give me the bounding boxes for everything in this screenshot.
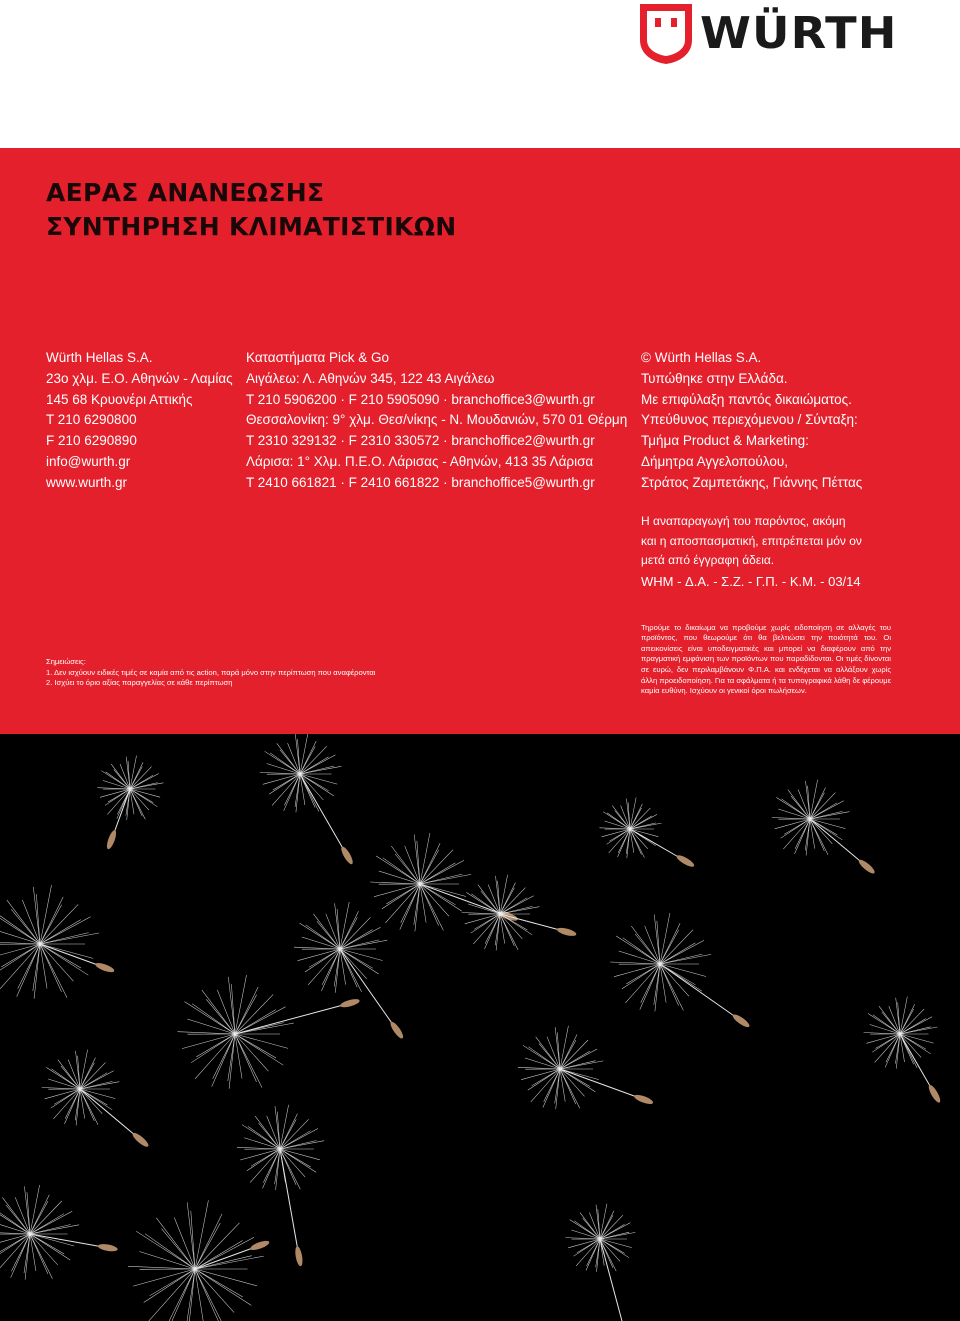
phone-number: T 210 6290800	[46, 412, 137, 428]
dandelion-seed	[610, 913, 751, 1029]
copyright-block	[641, 348, 862, 494]
dandelion-seed	[128, 1200, 270, 1321]
dandelion-seed	[772, 780, 877, 876]
dandelion-seed	[462, 875, 577, 951]
dandelion-seed	[260, 734, 355, 866]
store-contact: T 2310 329132 · F 2310 330572 · branchoffice2@wurth.gr	[246, 433, 595, 449]
title-line: ΣΥΝΤΗΡΗΣΗ ΚΛΙΜΑΤΙΣΤΙΚΩΝ	[46, 212, 457, 241]
store-list	[246, 348, 627, 494]
reproduction-notice	[641, 512, 862, 591]
store-address: Λάρισα: 1° Χλμ. Π.Ε.Ο. Λάρισας - Αθηνών, 413 35 Λάρισα	[246, 453, 594, 469]
wurth-logo	[640, 4, 898, 64]
fax-number: F 210 6290890	[46, 433, 137, 449]
website-address: www.wurth.gr	[46, 474, 128, 490]
legal-disclaimer: Τηρούμε το δικαίωμα να προβούμε χωρίς ειδοποίηση σε αλλαγές του προϊόντος, που θεωρούμε ότι θα βελτιώσει την ποιότητά του. Οι απεικονίσεις είναι υποδειγματικές και μπορεί να διαφέρουν από την πραγματική εμφάνιση των προϊόντων που παραδίδονται. Οι τιμές δίνονται σε ευρώ, δεν περιλαμβάνουν Φ.Π.Α. και ενδέχεται να αλλάξουν χωρίς άλλη προειδοποίηση. Για τα σφάλματα ή τα τυπογραφικά λάθη δε φέρουμε καμία ευθύνη. Ισχύουν οι γενικοί όροι πωλήσεων.	[641, 622, 891, 696]
company-address	[46, 348, 233, 494]
dandelion-seed	[42, 1050, 151, 1149]
address-line: 145 68 Κρυονέρι Αττικής	[46, 391, 193, 407]
store-contact: T 210 5906200 · F 210 5905090 · branchoffice3@wurth.gr	[246, 391, 595, 407]
email-address: info@wurth.gr	[46, 453, 131, 469]
wurth-emblem-icon	[640, 4, 692, 64]
page-header	[0, 0, 960, 148]
dandelion-seeds-image	[0, 734, 960, 1321]
dandelion-seed	[0, 1185, 118, 1280]
store-address: Αιγάλεω: Λ. Αθηνών 345, 122 43 Αιγάλεω	[246, 370, 495, 386]
dandelion-seed	[518, 1026, 654, 1109]
copyright-line: © Würth Hellas S.A.	[641, 350, 762, 365]
copyright-line: Δήμητρα Αγγελοπούλου,	[641, 453, 788, 469]
dandelion-seed	[294, 902, 405, 1040]
company-name: Würth Hellas S.A.	[46, 350, 153, 365]
info-panel	[0, 148, 960, 734]
note-item: 1. Δεν ισχύουν ειδικές τιμές σε καμία από τις action, παρά μόνο στην περίπτωση που αναφέρονται	[46, 667, 376, 677]
dandelion-seed	[566, 1204, 636, 1321]
reproduction-line: και η αποσπασματική, επιτρέπεται μόν ον	[641, 533, 862, 548]
copyright-line: Υπεύθυνος περιεχόμενου / Σύνταξη:	[641, 412, 858, 428]
dandelion-seed	[237, 1105, 324, 1267]
dandelion-seed	[178, 975, 361, 1089]
reproduction-line: μετά από έγγραφη άδεια.	[641, 553, 775, 567]
dandelion-seed	[599, 798, 695, 869]
dandelion-seed	[864, 997, 943, 1104]
document-code: WHM - Δ.Α. - Σ.Ζ. - Γ.Π. - Κ.Μ. - 03/14	[641, 573, 861, 589]
copyright-line: Με επιφύλαξη παντός δικαιώματος.	[641, 391, 852, 407]
notes-heading: Σημειώσεις:	[46, 657, 86, 666]
note-item: 2. Ισχύει το όριο αξίας παραγγελίας σε κάθε περίπτωση	[46, 678, 233, 687]
dandelion-seeds-photo	[0, 734, 960, 1321]
document-title	[46, 176, 457, 244]
reproduction-line: Η αναπαραγωγή του παρόντος, ακόμη	[641, 514, 846, 528]
store-contact: T 2410 661821 · F 2410 661822 · branchoffice5@wurth.gr	[246, 474, 595, 490]
notes-block	[46, 657, 376, 689]
address-line: 23ο χλμ. Ε.Ο. Αθηνών - Λαμίας	[46, 370, 233, 386]
store-heading: Καταστήματα Pick & Go	[246, 350, 390, 365]
title-line: ΑΕΡΑΣ ΑΝΑΝΕΩΣΗΣ	[46, 178, 325, 207]
dandelion-seed	[0, 885, 115, 999]
wurth-wordmark: WÜRTH	[700, 8, 898, 59]
dandelion-seed	[97, 756, 163, 851]
copyright-line: Τμήμα Product & Marketing:	[641, 433, 809, 449]
store-address: Θεσσαλονίκη: 9° χλμ. Θεσ/νίκης - Ν. Μουδανιών, 570 01 Θέρμη	[246, 412, 628, 428]
copyright-line: Στράτος Ζαμπετάκης, Γιάννης Πέττας	[641, 474, 863, 490]
copyright-line: Τυπώθηκε στην Ελλάδα.	[641, 370, 788, 386]
